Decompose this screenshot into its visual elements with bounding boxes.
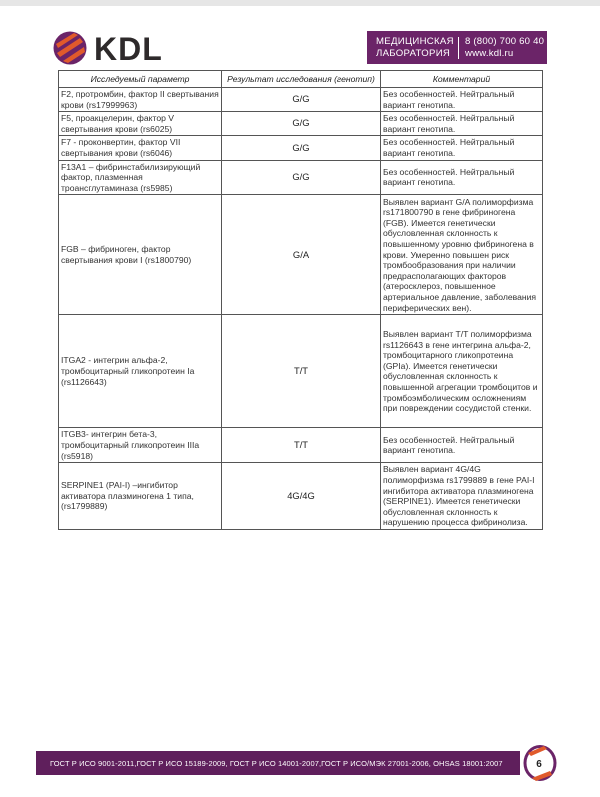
kdl-logo-icon [52, 30, 88, 66]
table-row [59, 136, 543, 160]
param-cell: ITGA2 - интегрин альфа-2, тромбоцитарный гликопротеин Ia (rs1126643) [59, 315, 222, 428]
kdl-logo [52, 30, 182, 68]
table-row [59, 315, 543, 428]
table-row [59, 112, 543, 136]
table-row [59, 195, 543, 315]
result-cell: T/T [222, 315, 381, 428]
comment-cell: Без особенностей. Нейтральный вариант генотипа. [381, 112, 543, 136]
result-cell: G/G [222, 160, 381, 195]
param-cell: F13A1 – фибринстабилизирующий фактор, плазменная трoансглутаминаза (rs5985) [59, 160, 222, 195]
comment-cell: Без особенностей. Нейтральный вариант генотипа. [381, 428, 543, 463]
result-cell: G/G [222, 136, 381, 160]
header-divider [458, 37, 459, 59]
table-row [59, 88, 543, 112]
table-header-row [59, 71, 543, 88]
header-param: Исследуемый параметр [59, 71, 222, 88]
lab-title-line2: ЛАБОРАТОРИЯ [376, 47, 451, 59]
param-cell: FGB – фибриноген, фактор свертывания крови I (rs1800790) [59, 195, 222, 315]
header-result: Результат исследования (генотип) [222, 71, 381, 88]
comment-cell: Выявлен вариант 4G/4G полиморфизма rs1799889 в гене PAI-I ингибитора активатора плазминогена (SERPINE1). Имеется генетически обусловленная склонность к нарушению процесса фибринолиза. [381, 463, 543, 530]
standards-footer: ГОСТ Р ИСО 9001-2011,ГОСТ Р ИСО 15189-2009, ГОСТ Р ИСО 14001-2007,ГОСТ Р ИСО/МЭК 27001-2006, OHSAS 18001:2007 [36, 751, 520, 775]
comment-cell: Выявлен вариант T/T полиморфизма rs1126643 в гене интегрина альфа-2, тромбоцитарного гликопротеина (GPIa). Имеется генетически обусловленная склонность к повышенной агрегации тромбоцитов и тромбоэмболическим осложнениям при повреждении сосудистой стенки. [381, 315, 543, 428]
comment-cell: Выявлен вариант G/A полиморфизма rs171800790 в гене фибриногена (FGB). Имеется генетически обусловленная склонность к повышенному уровню фибриногена в крови. Умеренно повышен риск тромбообразования при наличии предрасполагающих факторов (атеросклероз, повышенное артериальное давление, заболевания периферических вен). [381, 195, 543, 315]
lab-title-line1: МЕДИЦИНСКАЯ [376, 35, 454, 47]
page-number: 6 [536, 759, 542, 770]
comment-cell: Без особенностей. Нейтральный вариант генотипа. [381, 136, 543, 160]
param-cell: ITGB3- интегрин бета-3, тромбоцитарный гликопротеин IIIa (rs5918) [59, 428, 222, 463]
table-row [59, 463, 543, 530]
header-comment: Комментарий [381, 71, 543, 88]
result-cell: 4G/4G [222, 463, 381, 530]
genotype-results-table [58, 70, 543, 530]
lab-contacts [465, 36, 544, 60]
page-top-edge [0, 0, 600, 6]
param-cell: F2, протромбин, фактор II свертывания крови (rs17999963) [59, 88, 222, 112]
comment-cell: Без особенностей. Нейтральный вариант генотипа. [381, 88, 543, 112]
param-cell: F7 - проконвертин, фактор VII свертывания крови (rs6046) [59, 136, 222, 160]
result-cell: G/G [222, 88, 381, 112]
website-link[interactable]: www.kdl.ru [465, 47, 514, 59]
result-cell: T/T [222, 428, 381, 463]
param-cell: F5, проакцелерин, фактор V свертывания крови (rs6025) [59, 112, 222, 136]
param-cell: SERPINE1 (PAI-I) –ингибитор активатора плазминогена 1 типа, (rs1799889) [59, 463, 222, 530]
comment-cell: Без особенностей. Нейтральный вариант генотипа. [381, 160, 543, 195]
lab-contact-box [367, 31, 547, 64]
table-row [59, 160, 543, 195]
phone-number: 8 (800) 700 60 40 [465, 35, 545, 47]
result-cell: G/A [222, 195, 381, 315]
table-row [59, 428, 543, 463]
result-cell: G/G [222, 112, 381, 136]
lab-title [367, 36, 456, 60]
logo-wordmark: KDL [94, 31, 163, 67]
